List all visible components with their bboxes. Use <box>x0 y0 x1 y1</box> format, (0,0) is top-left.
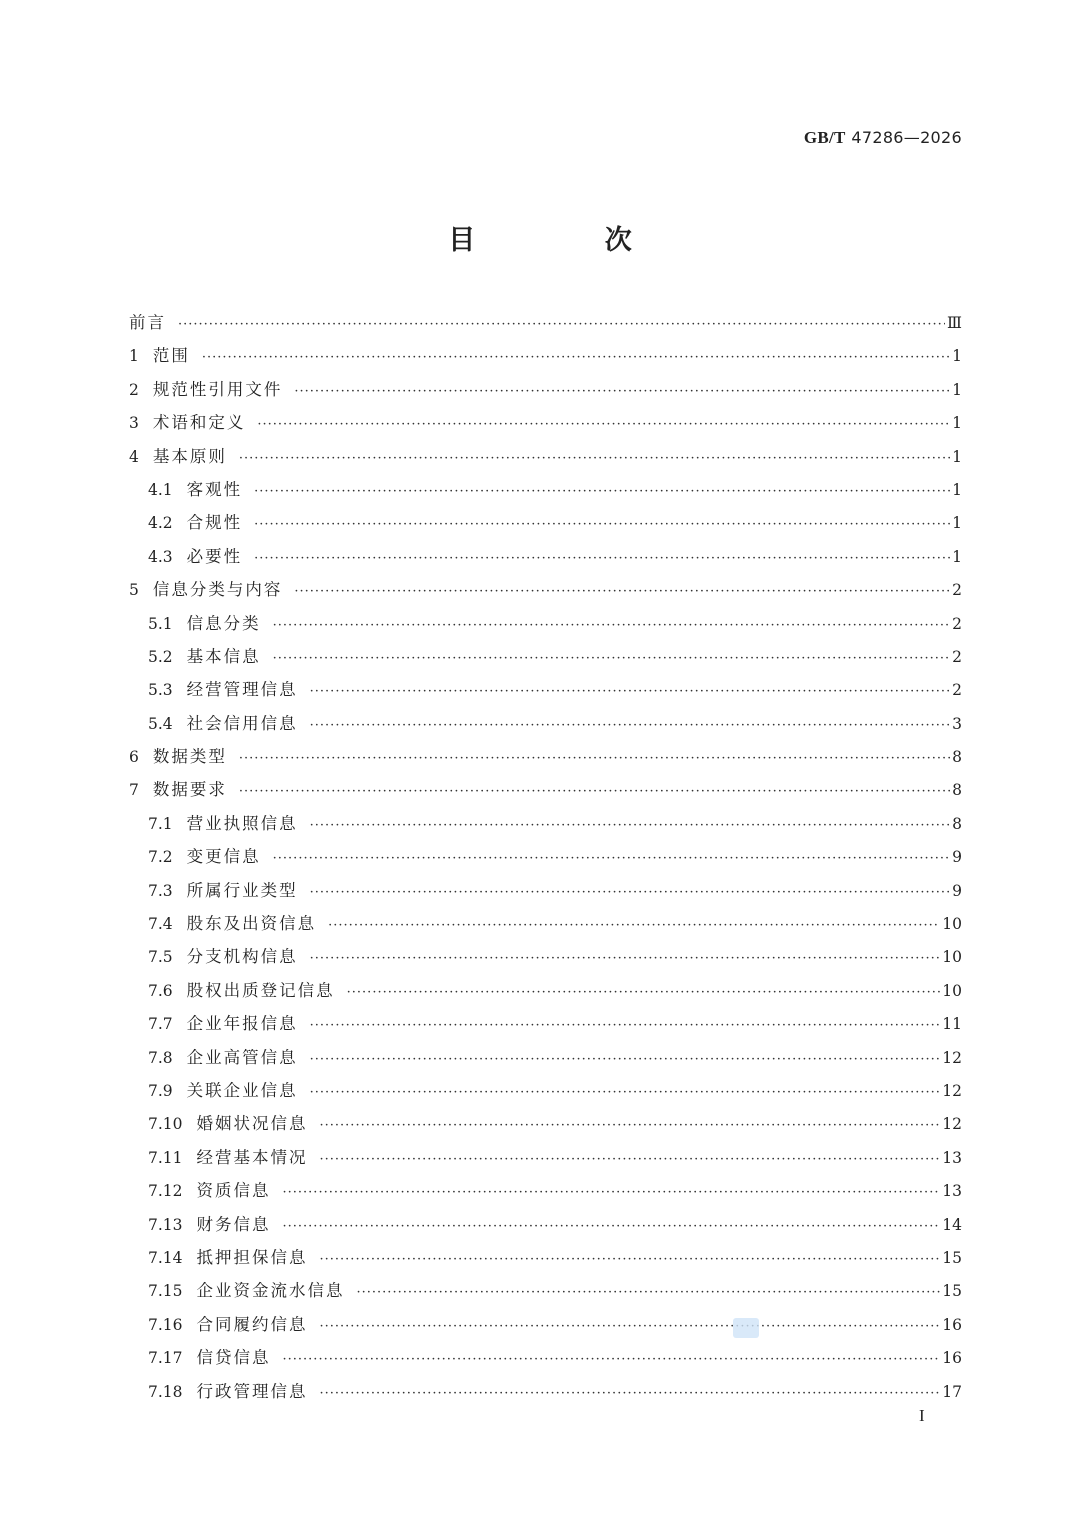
toc-entry-title: 分支机构信息 <box>186 947 298 967</box>
toc-entry-number: 7.2 <box>148 848 173 867</box>
toc-entry[interactable] <box>129 373 962 406</box>
toc-dot-leader <box>320 1377 941 1410</box>
toc-dot-leader <box>283 1176 941 1209</box>
toc-entry[interactable] <box>129 573 962 606</box>
watermark-badge <box>733 1318 759 1338</box>
toc-entry[interactable] <box>129 473 962 506</box>
toc-dot-leader <box>328 909 940 942</box>
toc-entry-title: 前言 <box>129 313 166 332</box>
toc-entry-page: 11 <box>942 1015 962 1034</box>
toc-entry-number: 4 <box>129 447 139 466</box>
toc-entry-title: 营业执照信息 <box>186 813 298 833</box>
toc-entry[interactable] <box>129 1208 962 1241</box>
toc-entry-number: 7.1 <box>148 814 173 833</box>
toc-entry-page: 1 <box>952 480 962 499</box>
toc-entry-page: 1 <box>952 447 962 466</box>
toc-dot-leader <box>310 1043 941 1076</box>
toc-entry-number: 4.3 <box>148 547 173 566</box>
toc-entry-page: 8 <box>952 781 962 800</box>
toc-entry-page: 16 <box>942 1349 962 1368</box>
toc-dot-leader <box>254 542 950 575</box>
toc-dot-leader <box>283 1343 941 1376</box>
toc-dot-leader <box>257 408 950 441</box>
toc-entry-title: 信息分类 <box>186 613 261 633</box>
toc-dot-leader <box>273 642 950 675</box>
toc-entry-title: 婚姻状况信息 <box>196 1114 308 1134</box>
toc-entry-number: 5 <box>129 581 139 600</box>
toc-entry-page: 1 <box>952 347 962 366</box>
toc-entry-number: 7.18 <box>148 1382 183 1401</box>
toc-entry-title: 企业资金流水信息 <box>196 1281 345 1301</box>
toc-entry-page: 12 <box>942 1048 962 1067</box>
toc-entry[interactable] <box>129 1341 962 1374</box>
toc-entry-number: 4.2 <box>148 514 173 533</box>
toc-entry-page: 13 <box>942 1148 962 1167</box>
toc-dot-leader <box>273 842 950 875</box>
toc-entry[interactable] <box>129 1141 962 1174</box>
toc-entry[interactable] <box>129 673 962 706</box>
toc-entry-title: 必要性 <box>186 546 243 566</box>
toc-entry-page: 12 <box>942 1115 962 1134</box>
toc-entry[interactable] <box>129 1308 962 1341</box>
toc-entry-number: 5.2 <box>148 647 173 666</box>
toc-entry-title: 数据类型 <box>152 747 227 767</box>
toc-entry-title: 变更信息 <box>186 847 261 867</box>
toc-entry-page: 16 <box>942 1315 962 1334</box>
toc-entry-page: 2 <box>952 647 962 666</box>
toc-entry-number: 7.12 <box>148 1182 183 1201</box>
toc-entry[interactable] <box>129 406 962 439</box>
toc-dot-leader <box>320 1243 941 1276</box>
toc-entry-page: 10 <box>942 915 962 934</box>
toc-entry-number: 7.9 <box>148 1081 173 1100</box>
toc-entry-title: 客观性 <box>186 479 243 499</box>
toc-entry-number: 7.11 <box>148 1148 183 1167</box>
toc-dot-leader <box>320 1310 941 1343</box>
toc-entry-title: 行政管理信息 <box>196 1381 308 1401</box>
toc-dot-leader <box>202 341 950 374</box>
toc-entry-number: 5.4 <box>148 714 173 733</box>
toc-entry-number: 7.15 <box>148 1282 183 1301</box>
toc-entry-page: 1 <box>952 414 962 433</box>
toc-entry-number: 5.1 <box>148 614 173 633</box>
toc-entry[interactable] <box>129 907 962 940</box>
toc-dot-leader <box>294 575 950 608</box>
toc-entry-title: 信息分类与内容 <box>152 580 283 600</box>
toc-entry-number: 7 <box>129 781 139 800</box>
toc-dot-leader <box>178 308 945 341</box>
toc-entry[interactable] <box>129 707 962 740</box>
toc-entry[interactable] <box>129 306 962 339</box>
toc-entry[interactable] <box>129 740 962 773</box>
toc-dot-leader <box>310 675 950 708</box>
standard-number: 47286—2026 <box>851 128 962 147</box>
toc-dot-leader <box>273 609 950 642</box>
toc-entry-page: 9 <box>952 881 962 900</box>
toc-entry-number: 7.10 <box>148 1115 183 1134</box>
page-folio: I <box>919 1406 925 1425</box>
toc-dot-leader <box>310 709 950 742</box>
toc-entry-title: 基本原则 <box>152 446 227 466</box>
toc-entry-number: 7.8 <box>148 1048 173 1067</box>
toc-entry-number: 7.14 <box>148 1248 183 1267</box>
toc-entry-title: 股东及出资信息 <box>186 914 317 934</box>
toc-entry-title: 基本信息 <box>186 646 261 666</box>
toc-entry-number: 2 <box>129 380 139 399</box>
toc-entry-page: 8 <box>952 814 962 833</box>
toc-dot-leader <box>347 976 941 1009</box>
toc-entry-page: 15 <box>942 1282 962 1301</box>
toc-entry-page: 17 <box>942 1382 962 1401</box>
toc-entry-page: 1 <box>952 514 962 533</box>
toc-entry-title: 数据要求 <box>152 780 227 800</box>
toc-entry-page: 14 <box>942 1215 962 1234</box>
toc-entry[interactable] <box>129 1107 962 1140</box>
toc-entry[interactable] <box>129 1241 962 1274</box>
toc-dot-leader <box>310 1076 941 1109</box>
toc-entry-title: 企业高管信息 <box>186 1047 298 1067</box>
toc-dot-leader <box>310 809 950 842</box>
toc-entry-number: 4.1 <box>148 480 173 499</box>
toc-entry-number: 3 <box>129 414 139 433</box>
toc-entry-page: 1 <box>952 547 962 566</box>
toc-entry-page: 10 <box>942 981 962 1000</box>
toc-entry-number: 7.7 <box>148 1015 173 1034</box>
toc-dot-leader <box>310 876 950 909</box>
toc-entry-page: 2 <box>952 581 962 600</box>
toc-entry[interactable] <box>129 607 962 640</box>
toc-entry[interactable] <box>129 840 962 873</box>
toc-entry-title: 企业年报信息 <box>186 1014 298 1034</box>
toc-entry-number: 7.13 <box>148 1215 183 1234</box>
toc-entry[interactable] <box>129 974 962 1007</box>
toc-dot-leader <box>320 1109 941 1142</box>
toc-dot-leader <box>254 475 950 508</box>
toc-entry[interactable] <box>129 1074 962 1107</box>
toc-entry-page: 15 <box>942 1248 962 1267</box>
table-of-contents <box>129 306 962 1408</box>
toc-entry-title: 信贷信息 <box>196 1348 271 1368</box>
toc-entry-title: 范围 <box>152 346 190 366</box>
toc-entry[interactable] <box>129 1274 962 1307</box>
toc-dot-leader <box>294 375 950 408</box>
toc-entry-title: 合规性 <box>186 513 243 533</box>
toc-entry-title: 经营管理信息 <box>186 680 298 700</box>
toc-entry[interactable] <box>129 1041 962 1074</box>
toc-entry[interactable] <box>129 506 962 539</box>
toc-entry-title: 规范性引用文件 <box>152 379 283 399</box>
toc-dot-leader <box>239 775 950 808</box>
toc-entry[interactable] <box>129 1007 962 1040</box>
toc-entry-title: 资质信息 <box>196 1181 271 1201</box>
toc-entry[interactable] <box>129 807 962 840</box>
toc-entry-number: 5.3 <box>148 681 173 700</box>
toc-entry-number: 7.5 <box>148 948 173 967</box>
toc-entry-page: 10 <box>942 948 962 967</box>
toc-entry-number: 7.6 <box>148 981 173 1000</box>
toc-entry-page: Ⅲ <box>947 314 962 332</box>
toc-dot-leader <box>310 1009 941 1042</box>
toc-entry-page: 9 <box>952 848 962 867</box>
toc-entry-title: 社会信用信息 <box>186 713 298 733</box>
toc-entry[interactable] <box>129 1375 962 1408</box>
toc-entry[interactable] <box>129 940 962 973</box>
toc-entry-page: 3 <box>952 714 962 733</box>
toc-entry[interactable] <box>129 540 962 573</box>
toc-entry-number: 7.16 <box>148 1315 183 1334</box>
toc-entry-number: 6 <box>129 748 139 767</box>
toc-entry[interactable] <box>129 339 962 372</box>
toc-entry-number: 7.4 <box>148 915 173 934</box>
standard-prefix: GB/T <box>803 128 846 147</box>
toc-entry-number: 7.17 <box>148 1349 183 1368</box>
toc-entry-page: 13 <box>942 1182 962 1201</box>
toc-entry-title: 经营基本情况 <box>196 1147 308 1167</box>
toc-dot-leader <box>357 1276 941 1309</box>
toc-entry[interactable] <box>129 440 962 473</box>
toc-entry-page: 12 <box>942 1081 962 1100</box>
toc-dot-leader <box>310 942 941 975</box>
toc-entry[interactable] <box>129 640 962 673</box>
toc-entry-page: 8 <box>952 748 962 767</box>
toc-entry-page: 2 <box>952 681 962 700</box>
page-title: 目 次 <box>448 225 692 256</box>
toc-entry-title: 合同履约信息 <box>196 1314 308 1334</box>
toc-entry-title: 关联企业信息 <box>186 1080 298 1100</box>
toc-entry-page: 2 <box>952 614 962 633</box>
toc-dot-leader <box>254 508 950 541</box>
toc-entry-page: 1 <box>952 380 962 399</box>
toc-dot-leader <box>239 742 950 775</box>
toc-entry-title: 财务信息 <box>196 1214 271 1234</box>
toc-dot-leader <box>239 442 950 475</box>
toc-entry-title: 抵押担保信息 <box>196 1247 308 1267</box>
toc-entry-title: 术语和定义 <box>152 413 246 433</box>
standard-code <box>804 128 962 148</box>
toc-entry[interactable] <box>129 1174 962 1207</box>
toc-entry-number: 1 <box>129 347 139 366</box>
toc-entry[interactable] <box>129 773 962 806</box>
toc-dot-leader <box>320 1143 941 1176</box>
toc-entry[interactable] <box>129 874 962 907</box>
toc-entry-title: 所属行业类型 <box>186 880 298 900</box>
toc-dot-leader <box>283 1210 941 1243</box>
toc-entry-title: 股权出质登记信息 <box>186 980 335 1000</box>
toc-entry-number: 7.3 <box>148 881 173 900</box>
